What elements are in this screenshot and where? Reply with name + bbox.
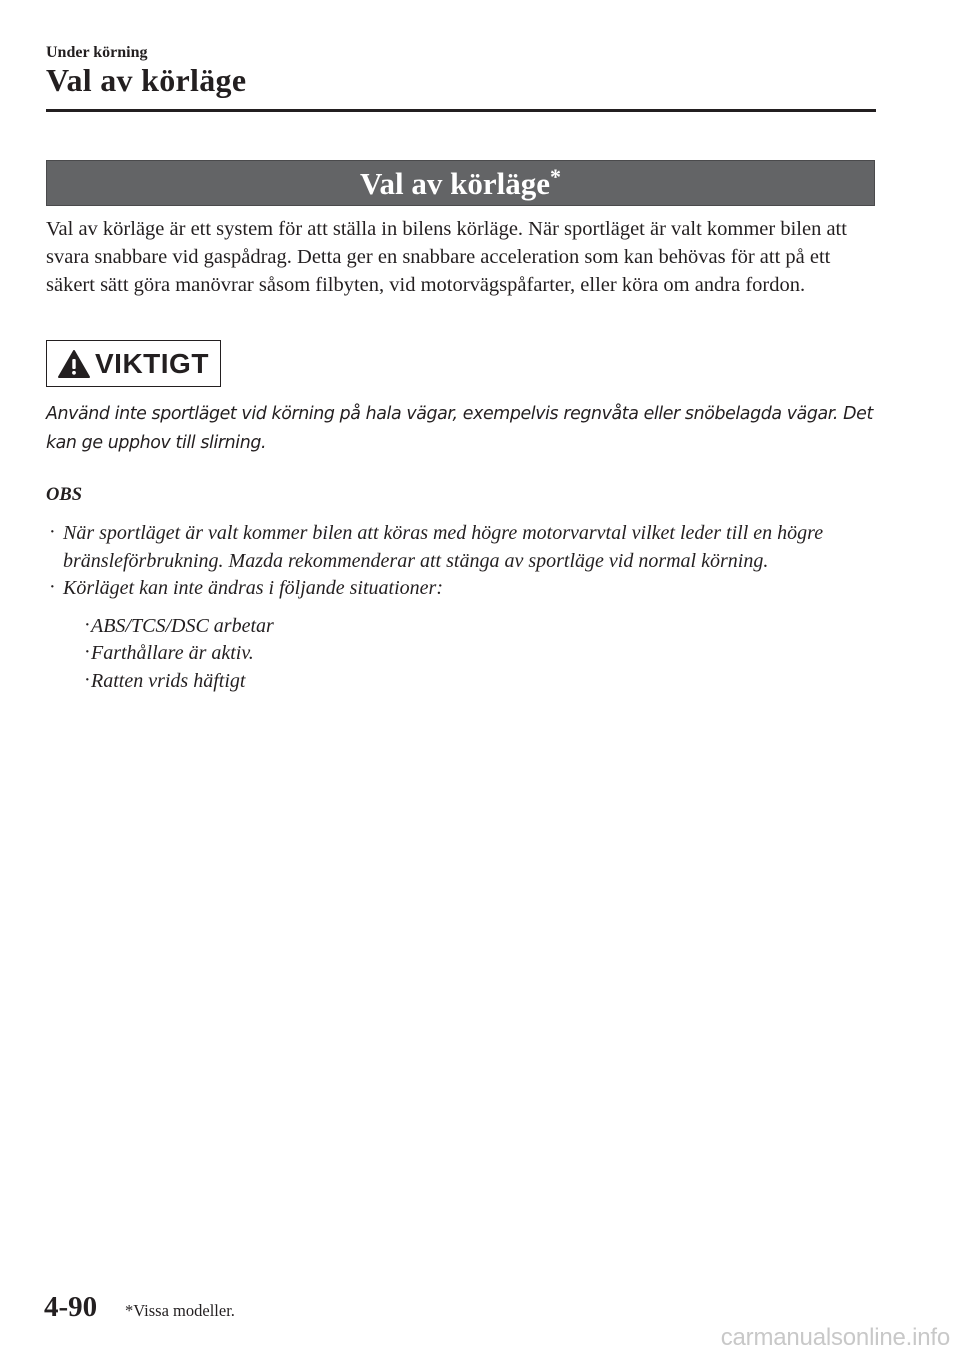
warning-label: VIKTIGT: [95, 347, 209, 379]
optional-equipment-mark: *: [550, 164, 562, 189]
heading-rule: [46, 109, 876, 112]
bullet: ·: [84, 641, 91, 663]
note-heading: OBS: [46, 485, 82, 505]
watermark: carmanualsonline.info: [720, 1324, 950, 1351]
warning-label-box: [46, 340, 221, 387]
note-item: [46, 520, 876, 575]
page-heading: Val av körläge: [46, 62, 247, 98]
note-item-text: När sportläget är valt kommer bilen att köras med högre motorvarvtal vilket leder till en högre bränsleförbrukning. Mazda rekommenderar att stänga av sportläge vid normal körning.: [63, 522, 824, 572]
note-item-text: Körläget kan inte ändras i följande situationer:: [63, 577, 443, 599]
note-subitem: [81, 668, 876, 696]
bullet: ·: [49, 521, 56, 543]
bullet: ·: [84, 668, 91, 691]
section-title-band: [46, 160, 875, 206]
intro-paragraph: Val av körläge är ett system för att ställa in bilens körläge. När sportläget är valt kommer bilen att svara snabbare vid gaspådrag. Detta ger en snabbare acceleration som kan behövas för att på ett säkert sätt göra manövrar såsom filbyten, vid motorvägspåfarter, eller köra om andra fordon.: [46, 218, 847, 296]
note-subitem-text: Ratten vrids häftigt: [91, 669, 246, 692]
bullet: ·: [49, 576, 56, 598]
note-sub-list: [63, 613, 876, 696]
note-list: [46, 520, 876, 695]
page-number: 4-90: [44, 1291, 98, 1323]
note-subitem: [81, 640, 876, 668]
note-subitem-text: ABS/TCS/DSC arbetar: [91, 614, 274, 637]
section-kicker: Under körning: [46, 44, 148, 61]
warning-triangle-icon: [57, 349, 91, 379]
warning-text: Använd inte sportläget vid körning på hala vägar, exempelvis regnvåta eller snöbelagda vägar. Det kan ge upphov till slirning.: [46, 404, 873, 453]
note-item: [46, 575, 876, 695]
section-title: Val av körläge: [359, 166, 551, 201]
note-subitem: [81, 613, 876, 641]
note-subitem-text: Farthållare är aktiv.: [91, 642, 254, 664]
bullet: ·: [84, 613, 91, 636]
footnote: *Vissa modeller.: [125, 1301, 235, 1320]
